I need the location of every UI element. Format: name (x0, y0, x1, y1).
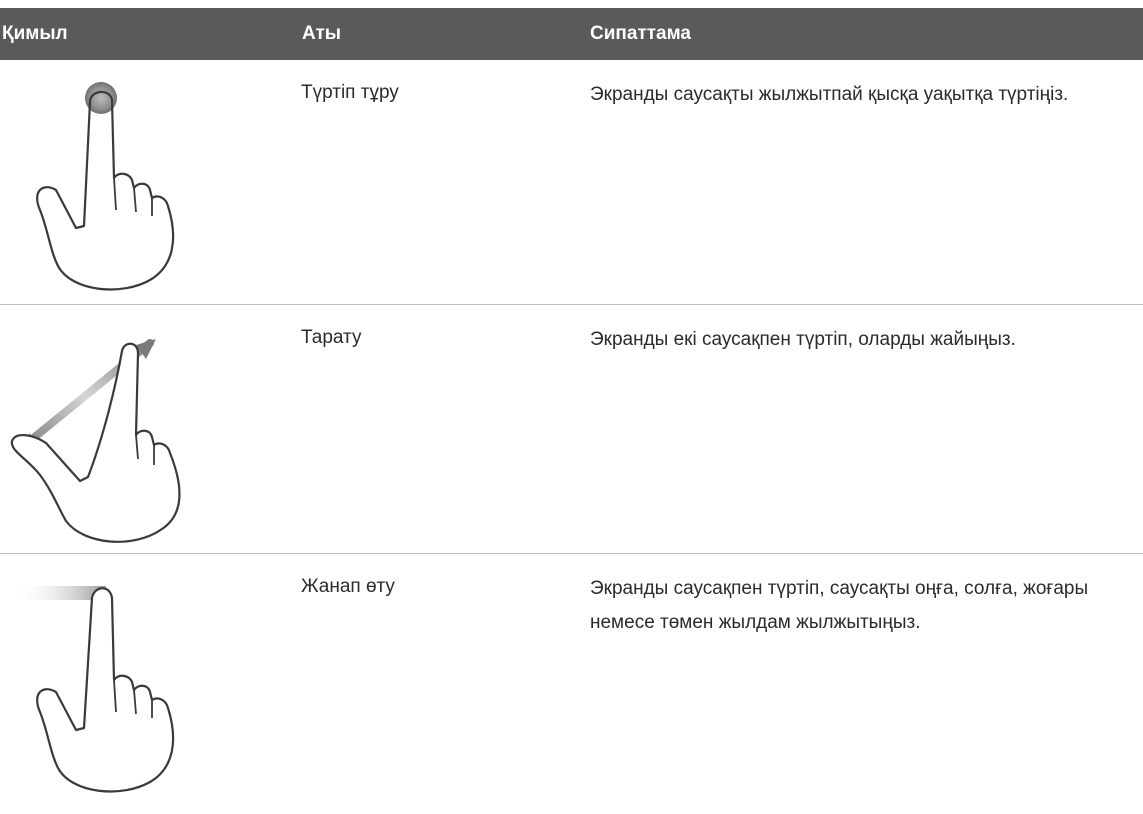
gesture-name: Тарату (301, 327, 362, 348)
swipe-gesture-icon (0, 554, 230, 806)
header-description: Сипаттама (590, 23, 691, 44)
header-gesture: Қимыл (2, 23, 68, 44)
spread-gesture-icon (0, 305, 230, 553)
tap-hold-gesture-icon (0, 60, 230, 304)
gesture-name: Түртіп тұру (301, 82, 399, 103)
table-row (0, 554, 1143, 806)
header-name: Аты (302, 23, 342, 44)
table-row (0, 60, 1143, 305)
gesture-description: Экранды екі саусақпен түртіп, оларды жайыңыз. (590, 329, 1016, 350)
gesture-description: Экранды саусақпен түртіп, саусақты оңға, солға, жоғары немесе төмен жылдам жылжытыңыз. (590, 578, 1089, 633)
table-header (0, 8, 1143, 60)
gesture-table (0, 8, 1143, 806)
gesture-name: Жанап өту (301, 576, 395, 597)
gesture-description: Экранды саусақты жылжытпай қысқа уақытқа түртіңіз. (590, 84, 1069, 105)
table-row (0, 305, 1143, 554)
